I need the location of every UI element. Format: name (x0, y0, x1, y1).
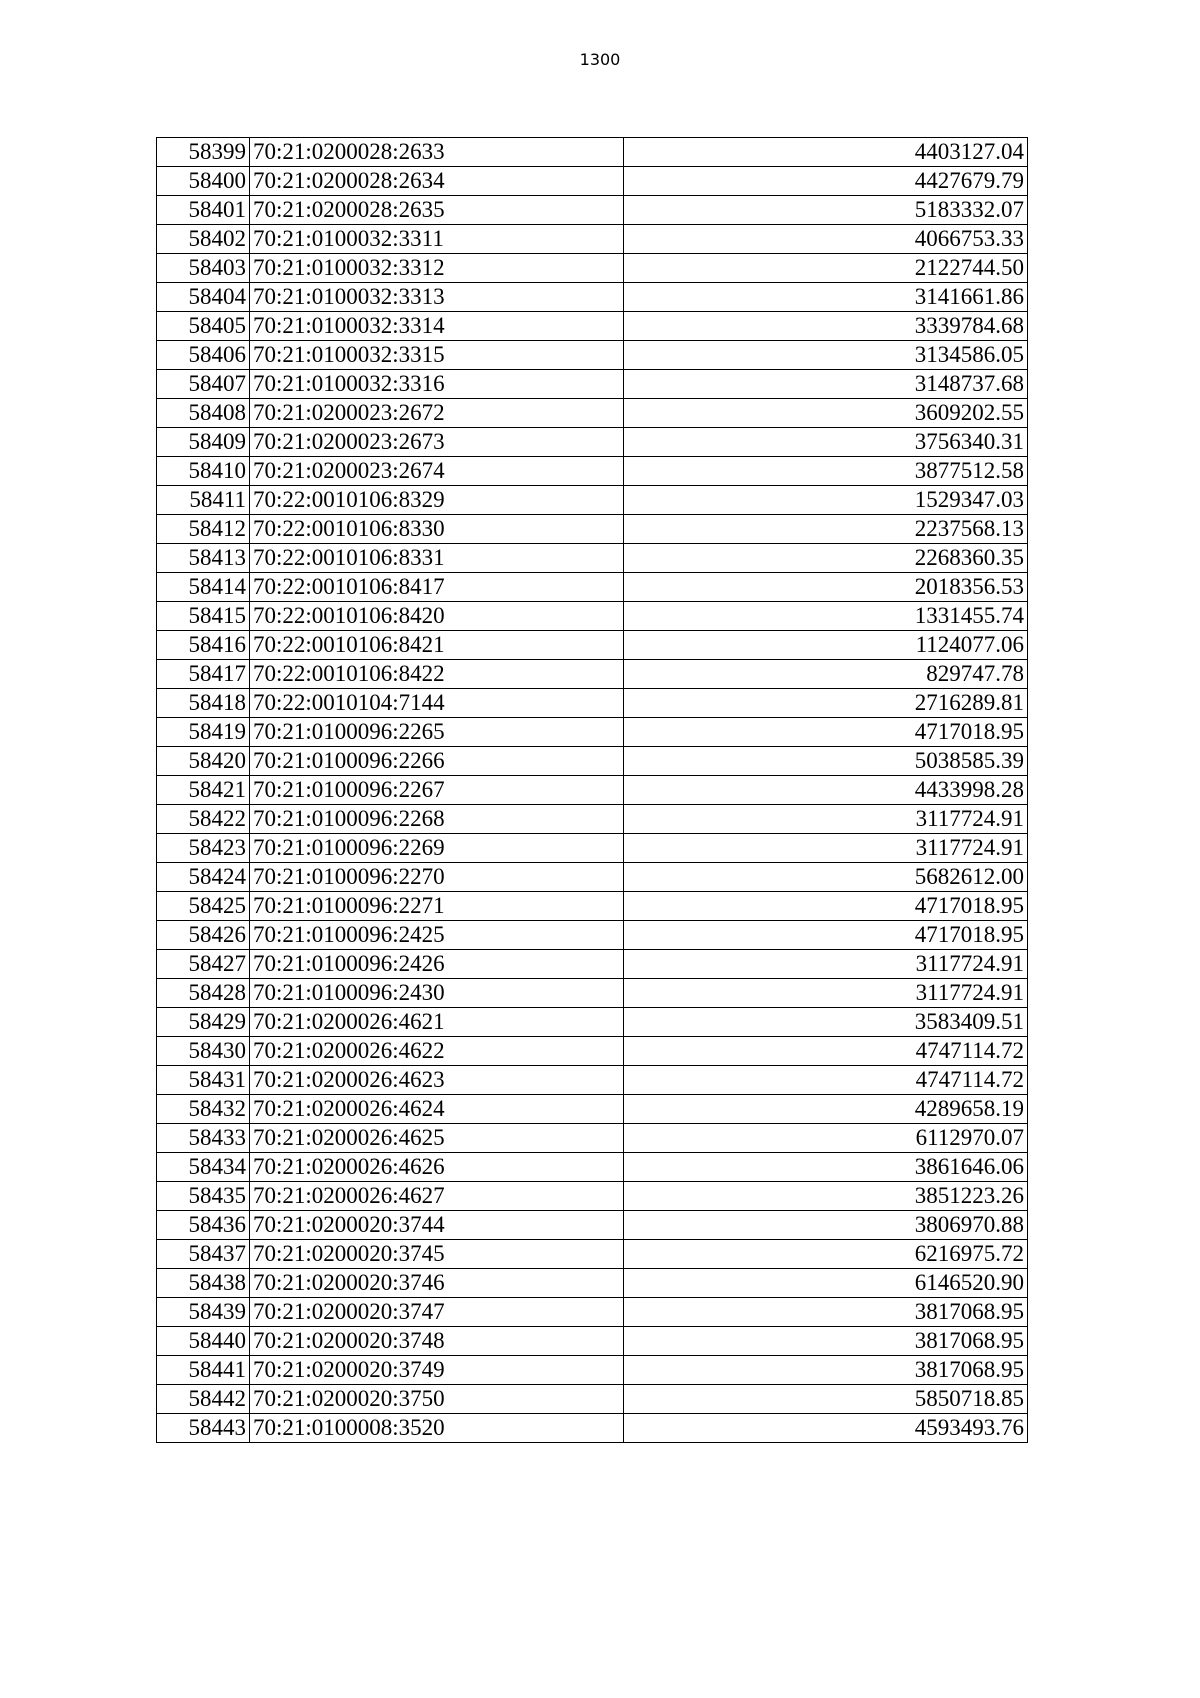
row-number-cell: 58407 (157, 370, 250, 399)
table-row (157, 863, 1028, 892)
table-body (157, 138, 1028, 1443)
cadastral-value-cell: 4717018.95 (624, 921, 1028, 950)
row-number-cell: 58415 (157, 602, 250, 631)
cadastral-number-cell: 70:21:0100032:3313 (250, 283, 624, 312)
cadastral-number-cell: 70:21:0100096:2430 (250, 979, 624, 1008)
table-row (157, 834, 1028, 863)
cadastral-value-cell: 2716289.81 (624, 689, 1028, 718)
table-row (157, 138, 1028, 167)
cadastral-value-cell: 5038585.39 (624, 747, 1028, 776)
cadastral-value-cell: 3583409.51 (624, 1008, 1028, 1037)
table-row (157, 1066, 1028, 1095)
cadastral-value-cell: 3134586.05 (624, 341, 1028, 370)
table-row (157, 892, 1028, 921)
table-row (157, 660, 1028, 689)
row-number-cell: 58436 (157, 1211, 250, 1240)
cadastral-value-cell: 4289658.19 (624, 1095, 1028, 1124)
cadastral-value-table (156, 137, 1028, 1443)
table-row (157, 428, 1028, 457)
cadastral-value-cell: 5183332.07 (624, 196, 1028, 225)
row-number-cell: 58440 (157, 1327, 250, 1356)
cadastral-value-cell: 4066753.33 (624, 225, 1028, 254)
cadastral-number-cell: 70:21:0100096:2271 (250, 892, 624, 921)
table-row (157, 689, 1028, 718)
row-number-cell: 58442 (157, 1385, 250, 1414)
cadastral-value-cell: 1529347.03 (624, 486, 1028, 515)
cadastral-value-cell: 3117724.91 (624, 834, 1028, 863)
table-row (157, 1124, 1028, 1153)
row-number-cell: 58399 (157, 138, 250, 167)
cadastral-value-cell: 6216975.72 (624, 1240, 1028, 1269)
cadastral-number-cell: 70:21:0200020:3745 (250, 1240, 624, 1269)
cadastral-value-cell: 3806970.88 (624, 1211, 1028, 1240)
row-number-cell: 58403 (157, 254, 250, 283)
row-number-cell: 58406 (157, 341, 250, 370)
row-number-cell: 58402 (157, 225, 250, 254)
table-row (157, 283, 1028, 312)
cadastral-number-cell: 70:21:0200026:4622 (250, 1037, 624, 1066)
table-row (157, 225, 1028, 254)
row-number-cell: 58412 (157, 515, 250, 544)
cadastral-value-cell: 3817068.95 (624, 1327, 1028, 1356)
cadastral-number-cell: 70:22:0010106:8331 (250, 544, 624, 573)
cadastral-number-cell: 70:21:0200020:3746 (250, 1269, 624, 1298)
table-row (157, 1153, 1028, 1182)
cadastral-number-cell: 70:22:0010106:8420 (250, 602, 624, 631)
row-number-cell: 58424 (157, 863, 250, 892)
table-row (157, 1414, 1028, 1443)
table-row (157, 1037, 1028, 1066)
table-row (157, 544, 1028, 573)
row-number-cell: 58418 (157, 689, 250, 718)
table-row (157, 1385, 1028, 1414)
cadastral-number-cell: 70:22:0010106:8417 (250, 573, 624, 602)
cadastral-number-cell: 70:21:0200020:3744 (250, 1211, 624, 1240)
table-row (157, 950, 1028, 979)
table-row (157, 979, 1028, 1008)
cadastral-number-cell: 70:21:0100096:2268 (250, 805, 624, 834)
row-number-cell: 58427 (157, 950, 250, 979)
cadastral-number-cell: 70:21:0200026:4626 (250, 1153, 624, 1182)
table-row (157, 1356, 1028, 1385)
cadastral-number-cell: 70:21:0200026:4627 (250, 1182, 624, 1211)
cadastral-value-cell: 5682612.00 (624, 863, 1028, 892)
cadastral-value-cell: 5850718.85 (624, 1385, 1028, 1414)
table-row (157, 312, 1028, 341)
cadastral-number-cell: 70:21:0200020:3750 (250, 1385, 624, 1414)
cadastral-value-cell: 4433998.28 (624, 776, 1028, 805)
cadastral-value-cell: 3817068.95 (624, 1298, 1028, 1327)
cadastral-number-cell: 70:22:0010106:8422 (250, 660, 624, 689)
cadastral-value-cell: 3117724.91 (624, 979, 1028, 1008)
table-row (157, 486, 1028, 515)
row-number-cell: 58423 (157, 834, 250, 863)
cadastral-value-cell: 1331455.74 (624, 602, 1028, 631)
cadastral-value-cell: 4717018.95 (624, 892, 1028, 921)
cadastral-value-cell: 4717018.95 (624, 718, 1028, 747)
table-row (157, 776, 1028, 805)
table-row (157, 1182, 1028, 1211)
table-row (157, 573, 1028, 602)
cadastral-value-cell: 3117724.91 (624, 805, 1028, 834)
cadastral-value-cell: 1124077.06 (624, 631, 1028, 660)
row-number-cell: 58417 (157, 660, 250, 689)
table-row (157, 341, 1028, 370)
row-number-cell: 58432 (157, 1095, 250, 1124)
row-number-cell: 58429 (157, 1008, 250, 1037)
cadastral-number-cell: 70:21:0200020:3748 (250, 1327, 624, 1356)
cadastral-number-cell: 70:21:0100096:2269 (250, 834, 624, 863)
table-row (157, 718, 1028, 747)
cadastral-number-cell: 70:22:0010106:8329 (250, 486, 624, 515)
table-row (157, 747, 1028, 776)
row-number-cell: 58441 (157, 1356, 250, 1385)
cadastral-number-cell: 70:21:0100096:2265 (250, 718, 624, 747)
cadastral-number-cell: 70:21:0200026:4624 (250, 1095, 624, 1124)
row-number-cell: 58430 (157, 1037, 250, 1066)
table-row (157, 1327, 1028, 1356)
cadastral-number-cell: 70:21:0100032:3312 (250, 254, 624, 283)
table-row (157, 1211, 1028, 1240)
row-number-cell: 58437 (157, 1240, 250, 1269)
row-number-cell: 58400 (157, 167, 250, 196)
row-number-cell: 58425 (157, 892, 250, 921)
cadastral-number-cell: 70:21:0200023:2674 (250, 457, 624, 486)
row-number-cell: 58421 (157, 776, 250, 805)
cadastral-number-cell: 70:22:0010106:8330 (250, 515, 624, 544)
table-row (157, 254, 1028, 283)
cadastral-number-cell: 70:21:0200020:3749 (250, 1356, 624, 1385)
table-row (157, 457, 1028, 486)
cadastral-value-cell: 2268360.35 (624, 544, 1028, 573)
row-number-cell: 58409 (157, 428, 250, 457)
row-number-cell: 58413 (157, 544, 250, 573)
cadastral-number-cell: 70:21:0200026:4625 (250, 1124, 624, 1153)
row-number-cell: 58419 (157, 718, 250, 747)
table-row (157, 1269, 1028, 1298)
cadastral-number-cell: 70:21:0100096:2267 (250, 776, 624, 805)
row-number-cell: 58410 (157, 457, 250, 486)
cadastral-number-cell: 70:22:0010106:8421 (250, 631, 624, 660)
cadastral-value-cell: 3817068.95 (624, 1356, 1028, 1385)
cadastral-value-cell: 2122744.50 (624, 254, 1028, 283)
cadastral-value-cell: 3861646.06 (624, 1153, 1028, 1182)
page-number: 1300 (579, 50, 621, 69)
cadastral-number-cell: 70:21:0100096:2266 (250, 747, 624, 776)
cadastral-number-cell: 70:22:0010104:7144 (250, 689, 624, 718)
cadastral-number-cell: 70:21:0200023:2672 (250, 399, 624, 428)
cadastral-number-cell: 70:21:0100096:2426 (250, 950, 624, 979)
cadastral-value-cell: 3756340.31 (624, 428, 1028, 457)
cadastral-number-cell: 70:21:0200026:4623 (250, 1066, 624, 1095)
cadastral-value-cell: 3609202.55 (624, 399, 1028, 428)
table-row (157, 805, 1028, 834)
cadastral-number-cell: 70:21:0100032:3316 (250, 370, 624, 399)
row-number-cell: 58426 (157, 921, 250, 950)
row-number-cell: 58411 (157, 486, 250, 515)
row-number-cell: 58420 (157, 747, 250, 776)
cadastral-number-cell: 70:21:0200028:2634 (250, 167, 624, 196)
row-number-cell: 58422 (157, 805, 250, 834)
cadastral-number-cell: 70:21:0200028:2633 (250, 138, 624, 167)
cadastral-value-cell: 3141661.86 (624, 283, 1028, 312)
cadastral-value-cell: 3877512.58 (624, 457, 1028, 486)
cadastral-number-cell: 70:21:0100032:3315 (250, 341, 624, 370)
cadastral-number-cell: 70:21:0100008:3520 (250, 1414, 624, 1443)
cadastral-value-cell: 4747114.72 (624, 1037, 1028, 1066)
table-row (157, 167, 1028, 196)
table-row (157, 631, 1028, 660)
cadastral-value-cell: 3148737.68 (624, 370, 1028, 399)
cadastral-value-cell: 4593493.76 (624, 1414, 1028, 1443)
cadastral-number-cell: 70:21:0100032:3314 (250, 312, 624, 341)
table-row (157, 1008, 1028, 1037)
table-row (157, 399, 1028, 428)
cadastral-number-cell: 70:21:0200026:4621 (250, 1008, 624, 1037)
table-row (157, 602, 1028, 631)
row-number-cell: 58405 (157, 312, 250, 341)
cadastral-value-cell: 3117724.91 (624, 950, 1028, 979)
row-number-cell: 58431 (157, 1066, 250, 1095)
table-row (157, 1298, 1028, 1327)
cadastral-value-cell: 6112970.07 (624, 1124, 1028, 1153)
table-row (157, 196, 1028, 225)
cadastral-value-cell: 3851223.26 (624, 1182, 1028, 1211)
cadastral-number-cell: 70:21:0100096:2425 (250, 921, 624, 950)
row-number-cell: 58416 (157, 631, 250, 660)
row-number-cell: 58439 (157, 1298, 250, 1327)
cadastral-number-cell: 70:21:0200020:3747 (250, 1298, 624, 1327)
row-number-cell: 58433 (157, 1124, 250, 1153)
cadastral-value-cell: 829747.78 (624, 660, 1028, 689)
cadastral-value-cell: 3339784.68 (624, 312, 1028, 341)
cadastral-value-cell: 4403127.04 (624, 138, 1028, 167)
cadastral-number-cell: 70:21:0100096:2270 (250, 863, 624, 892)
row-number-cell: 58428 (157, 979, 250, 1008)
row-number-cell: 58408 (157, 399, 250, 428)
row-number-cell: 58434 (157, 1153, 250, 1182)
row-number-cell: 58401 (157, 196, 250, 225)
cadastral-value-cell: 2018356.53 (624, 573, 1028, 602)
row-number-cell: 58404 (157, 283, 250, 312)
row-number-cell: 58438 (157, 1269, 250, 1298)
cadastral-number-cell: 70:21:0100032:3311 (250, 225, 624, 254)
table-row (157, 1095, 1028, 1124)
cadastral-value-cell: 4747114.72 (624, 1066, 1028, 1095)
cadastral-number-cell: 70:21:0200023:2673 (250, 428, 624, 457)
table-row (157, 1240, 1028, 1269)
table-row (157, 515, 1028, 544)
row-number-cell: 58414 (157, 573, 250, 602)
table-row (157, 370, 1028, 399)
table-row (157, 921, 1028, 950)
row-number-cell: 58443 (157, 1414, 250, 1443)
cadastral-value-cell: 4427679.79 (624, 167, 1028, 196)
cadastral-value-cell: 6146520.90 (624, 1269, 1028, 1298)
cadastral-value-cell: 2237568.13 (624, 515, 1028, 544)
cadastral-number-cell: 70:21:0200028:2635 (250, 196, 624, 225)
row-number-cell: 58435 (157, 1182, 250, 1211)
